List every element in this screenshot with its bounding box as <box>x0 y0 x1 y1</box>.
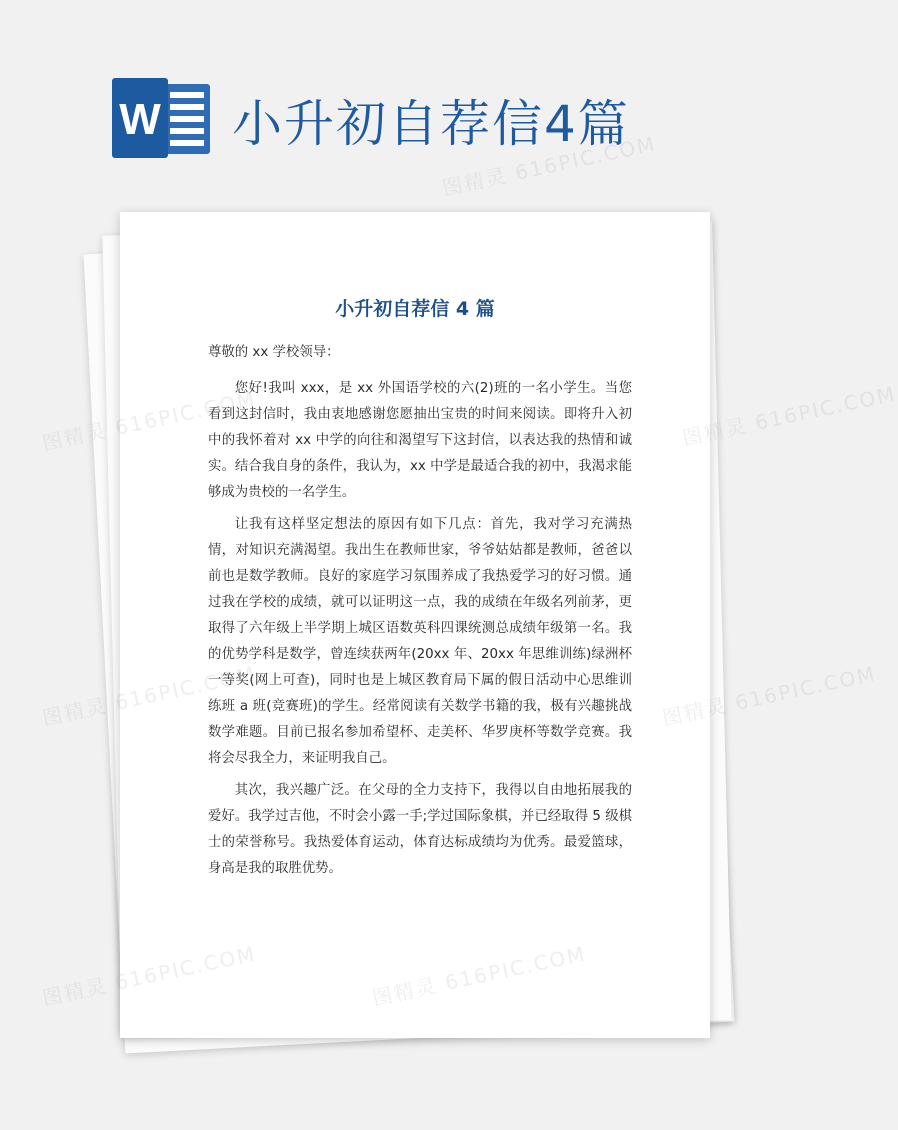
greeting: 尊敬的 xx 学校领导： <box>208 345 340 360</box>
document-body <box>208 340 632 888</box>
header <box>0 0 800 200</box>
document-page <box>120 212 710 1038</box>
watermark: 图精灵 616PIC.COM <box>440 131 659 201</box>
word-icon-letter: W <box>119 95 161 144</box>
document-title: 小升初自荐信 4 篇 <box>335 298 495 320</box>
word-document-icon <box>112 78 212 158</box>
paragraph: 让我有这样坚定想法的原因有如下几点：首先，我对学习充满热情，对知识充满渴望。我出生在教师世家，爷爷姑姑都是教师，爸爸以前也是数学教师。良好的家庭学习氛围养成了我热爱学习的好习惯。通过我在学校的成绩，就可以证明这一点，我的成绩在年级名列前茅，更取得了六年级上半学期上城区语数英科四课统测总成绩年级第一名。我的优势学科是数学，曾连续获两年(20xx 年、20xx 年思维训练)绿洲杯一等奖(网上可查)，同时也是上城区教育局下属的假日活动中心思维训练班 a 班(竞赛班)的学生。经常阅读有关数学书籍的我，极有兴趣挑战数学难题。目前已报名参加希望杯、走美杯、华罗庚杯等数学竞赛。我将会尽我全力，来证明我自己。 <box>208 517 632 766</box>
watermark: 图精灵 <box>40 973 110 1011</box>
paragraph: 您好!我叫 xxx，是 xx 外国语学校的六(2)班的一名小学生。当您看到这封信时，我由衷地感谢您愿抽出宝贵的时间来阅读。即将升入初中的我怀着对 xx 中学的向往和渴望写下这封信，以表达我的热情和诚实。结合我自身的条件，我认为，xx 中学是最适合我的初中，我渴求能够成为贵校的一名学生。 <box>208 381 632 500</box>
watermark: 图精灵 616PIC.COM <box>680 381 898 451</box>
paragraph: 其次，我兴趣广泛。在父母的全力支持下，我得以自由地拓展我的爱好。我学过吉他，不时会小露一手;学过国际象棋，并已经取得 5 级棋士的荣誉称号。我热爱体育运动，体育达标成绩均为优秀。最爱篮球，身高是我的取胜优势。 <box>208 783 632 876</box>
watermark: 图精灵 <box>40 418 110 456</box>
watermark: 图精灵 616PIC.COM <box>660 661 879 731</box>
watermark: 图精灵 <box>40 693 110 731</box>
page-title: 小升初自荐信4篇 <box>232 95 630 153</box>
